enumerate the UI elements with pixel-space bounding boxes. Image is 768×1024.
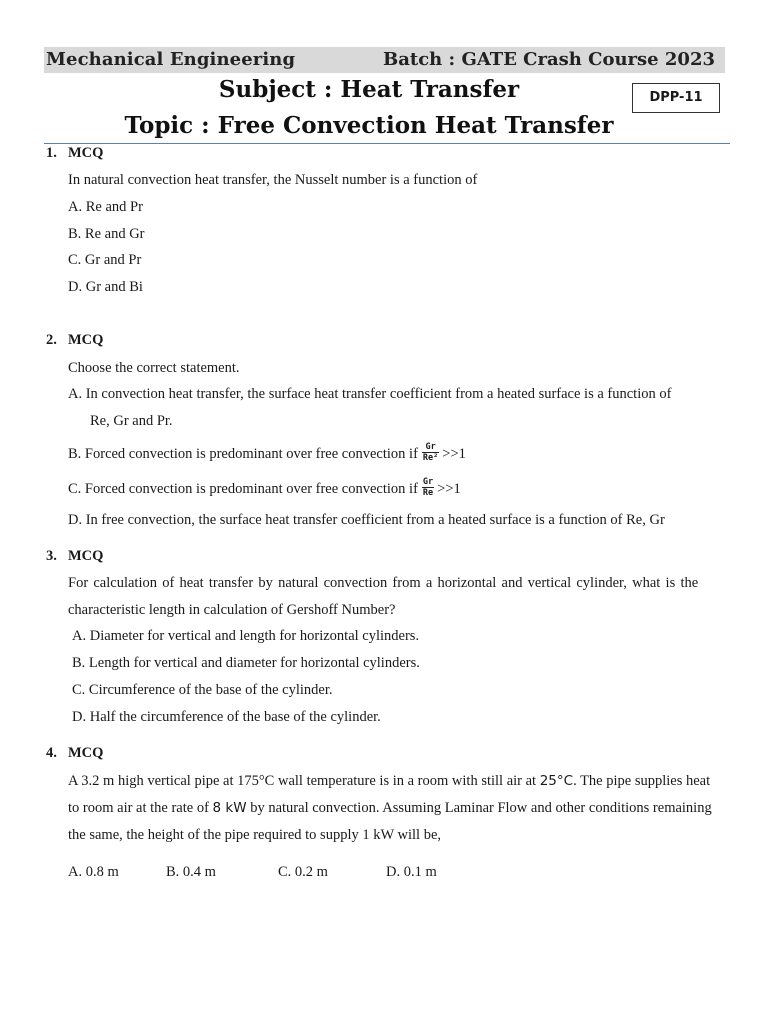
option-d: D. Gr and Bi [68,279,143,295]
topic-title: Topic : Free Convection Heat Transfer [124,112,614,139]
option-b-tail: >>1 [442,445,466,462]
question-stem: For calculation of heat transfer by natural convection from a horizontal and vertical cylinder, what is the [68,575,699,591]
dpp-badge: DPP-11 [632,83,720,113]
option-c-tail: >>1 [437,480,461,497]
question-stem [68,773,710,790]
option-b: B. Re and Gr [68,226,145,242]
option-b: B. 0.4 m [166,864,216,880]
question-number: 2. [46,332,57,348]
question-type: MCQ [68,332,104,348]
stem-text-tail: . The pipe supplies heat [573,773,711,789]
question-stem: In natural convection heat transfer, the Nusselt number is a function of [68,172,478,188]
batch-label: Batch : GATE Crash Course 2023 [383,49,715,70]
question-stem: Choose the correct statement. [68,360,240,376]
option-d: D. In free convection, the surface heat transfer coefficient from a heated surface is a function of Re, Gr [68,512,665,528]
fraction-numerator: Gr [422,442,439,453]
stem-text: to room air at the rate of [68,800,209,816]
option-d: D. Half the circumference of the base of the cylinder. [72,709,381,725]
question-stem-line-2 [68,800,712,817]
option-c: C. 0.2 m [278,864,328,880]
option-c: C. Gr and Pr [68,252,142,268]
option-c-fraction [422,477,434,498]
option-a: A. Diameter for vertical and length for horizontal cylinders. [72,628,420,644]
stem-temperature: 25°C [539,773,574,789]
question-number: 1. [46,145,57,161]
question-stem-line-3: the same, the height of the pipe required to supply 1 kW will be, [68,827,442,843]
option-c-text: C. Forced convection is predominant over free convection if [68,480,418,497]
stem-text: A 3.2 m high vertical pipe at 175°C wall temperature is in a room with still air at [68,773,537,789]
subject-title: Subject : Heat Transfer [218,76,520,103]
question-number: 4. [46,745,57,761]
department-label: Mechanical Engineering [46,49,296,70]
option-d: D. 0.1 m [386,864,437,880]
option-a-continued: Re, Gr and Pr. [90,413,173,429]
header-divider [44,143,730,144]
fraction-numerator: Gr [422,477,434,487]
option-c [68,479,461,500]
option-b-text: B. Forced convection is predominant over free convection if [68,445,418,462]
stem-power: 8 kW [212,800,247,816]
question-type: MCQ [68,745,104,761]
question-stem-continued: characteristic length in calculation of Gershoff Number? [68,602,396,618]
question-type: MCQ [68,548,104,564]
option-a: A. Re and Pr [68,199,143,215]
option-c: C. Circumference of the base of the cylinder. [72,682,333,698]
option-a: A. In convection heat transfer, the surface heat transfer coefficient from a heated surface is a function of [68,386,672,402]
question-type: MCQ [68,145,104,161]
option-b [68,444,466,465]
option-a: A. 0.8 m [68,864,119,880]
option-b-fraction [422,442,439,463]
stem-text-tail: by natural convection. Assuming Laminar Flow and other conditions remaining [250,800,712,816]
fraction-denominator: Re² [422,453,439,463]
header-bar [44,47,725,73]
question-number: 3. [46,548,57,564]
option-b: B. Length for vertical and diameter for horizontal cylinders. [72,655,420,671]
fraction-denominator: Re [422,488,434,498]
